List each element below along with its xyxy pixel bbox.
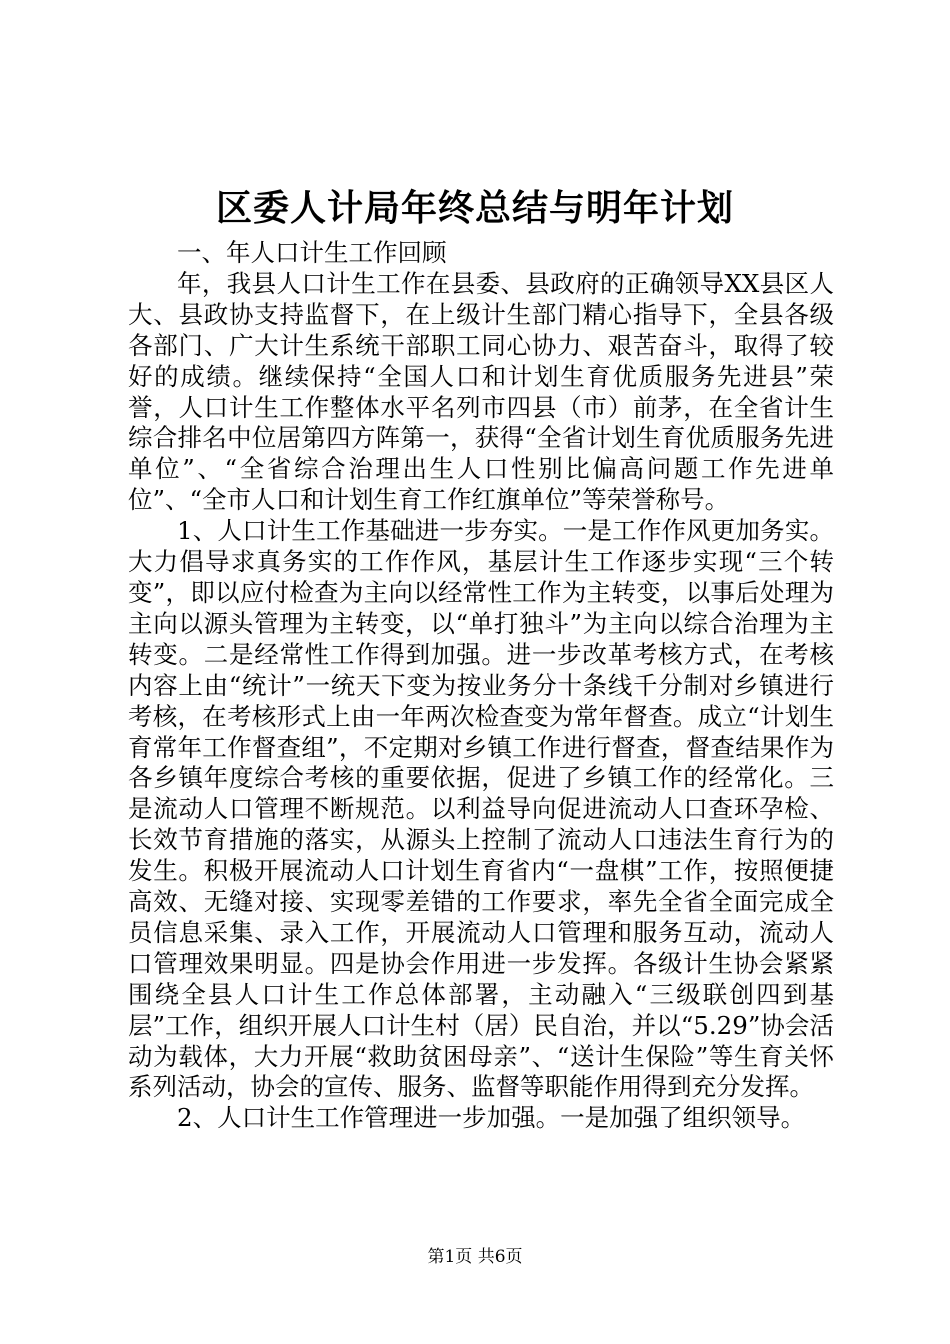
section-heading: 一、年人口计生工作回顾 [177,238,447,267]
document-body [128,238,834,1134]
page-number-footer: 第1页 共6页 [427,1247,523,1267]
body-paragraph: 年，我县人口计生工作在县委、县政府的正确领导XX县区人大、县政协支持监督下，在上级计生部门精心指导下，全县各级各部门、广大计生系统干部职工同心协力、艰苦奋斗，取得了较好的成绩。继续保持“全国人口和计划生育优质服务先进县”荣誉，人口计生工作整体水平名列市四县（市）前茅，在全省计生综合排名中位居第四方阵第一，获得“全省计划生育优质服务先进单位”、“全省综合治理出生人口性别比偏高问题工作先进单位”、“全市人口和计划生育工作红旗单位”等荣誉称号。 [128,268,834,515]
document-title: 区委人计局年终总结与明年计划 [215,187,734,229]
body-paragraph: 2、人口计生工作管理进一步加强。一是加强了组织领导。 [177,1103,806,1133]
body-paragraph: 1、人口计生工作基础进一步夯实。一是工作作风更加务实。大力倡导求真务实的工作作风，基层计生工作逐步实现“三个转变”，即以应付检查为主向以经常性工作为主转变，以事后处理为主向以源头管理为主转变，以“单打独斗”为主向以综合治理为主转变。二是经常性工作得到加强。进一步改革考核方式，在考核内容上由“统计”一统天下变为按业务分十条线千分制对乡镇进行考核，在考核形式上由一年两次检查变为常年督查。成立“计划生育常年工作督查组”，不定期对乡镇工作进行督查，督查结果作为各乡镇年度综合考核的重要依据，促进了乡镇工作的经常化。三是流动人口管理不断规范。以利益导向促进流动人口查环孕检、长效节育措施的落实，从源头上控制了流动人口违法生育行为的发生。积极开展流动人口计划生育省内“一盘棋”工作，按照便捷高效、无缝对接、实现零差错的工作要求，率先全省全面完成全员信息采集、录入工作，开展流动人口管理和服务互动，流动人口管理效果明显。四是协会作用进一步发挥。各级计生协会紧紧围绕全县人口计生工作总体部署，主动融入“三级联创四到基层”工作，组织开展人口计生村（居）民自治，并以“5.29”协会活动为载体，大力开展“救助贫困母亲”、“送计生保险”等生育关怀系列活动，协会的宣传、服务、监督等职能作用得到充分发挥。 [128,516,834,1102]
